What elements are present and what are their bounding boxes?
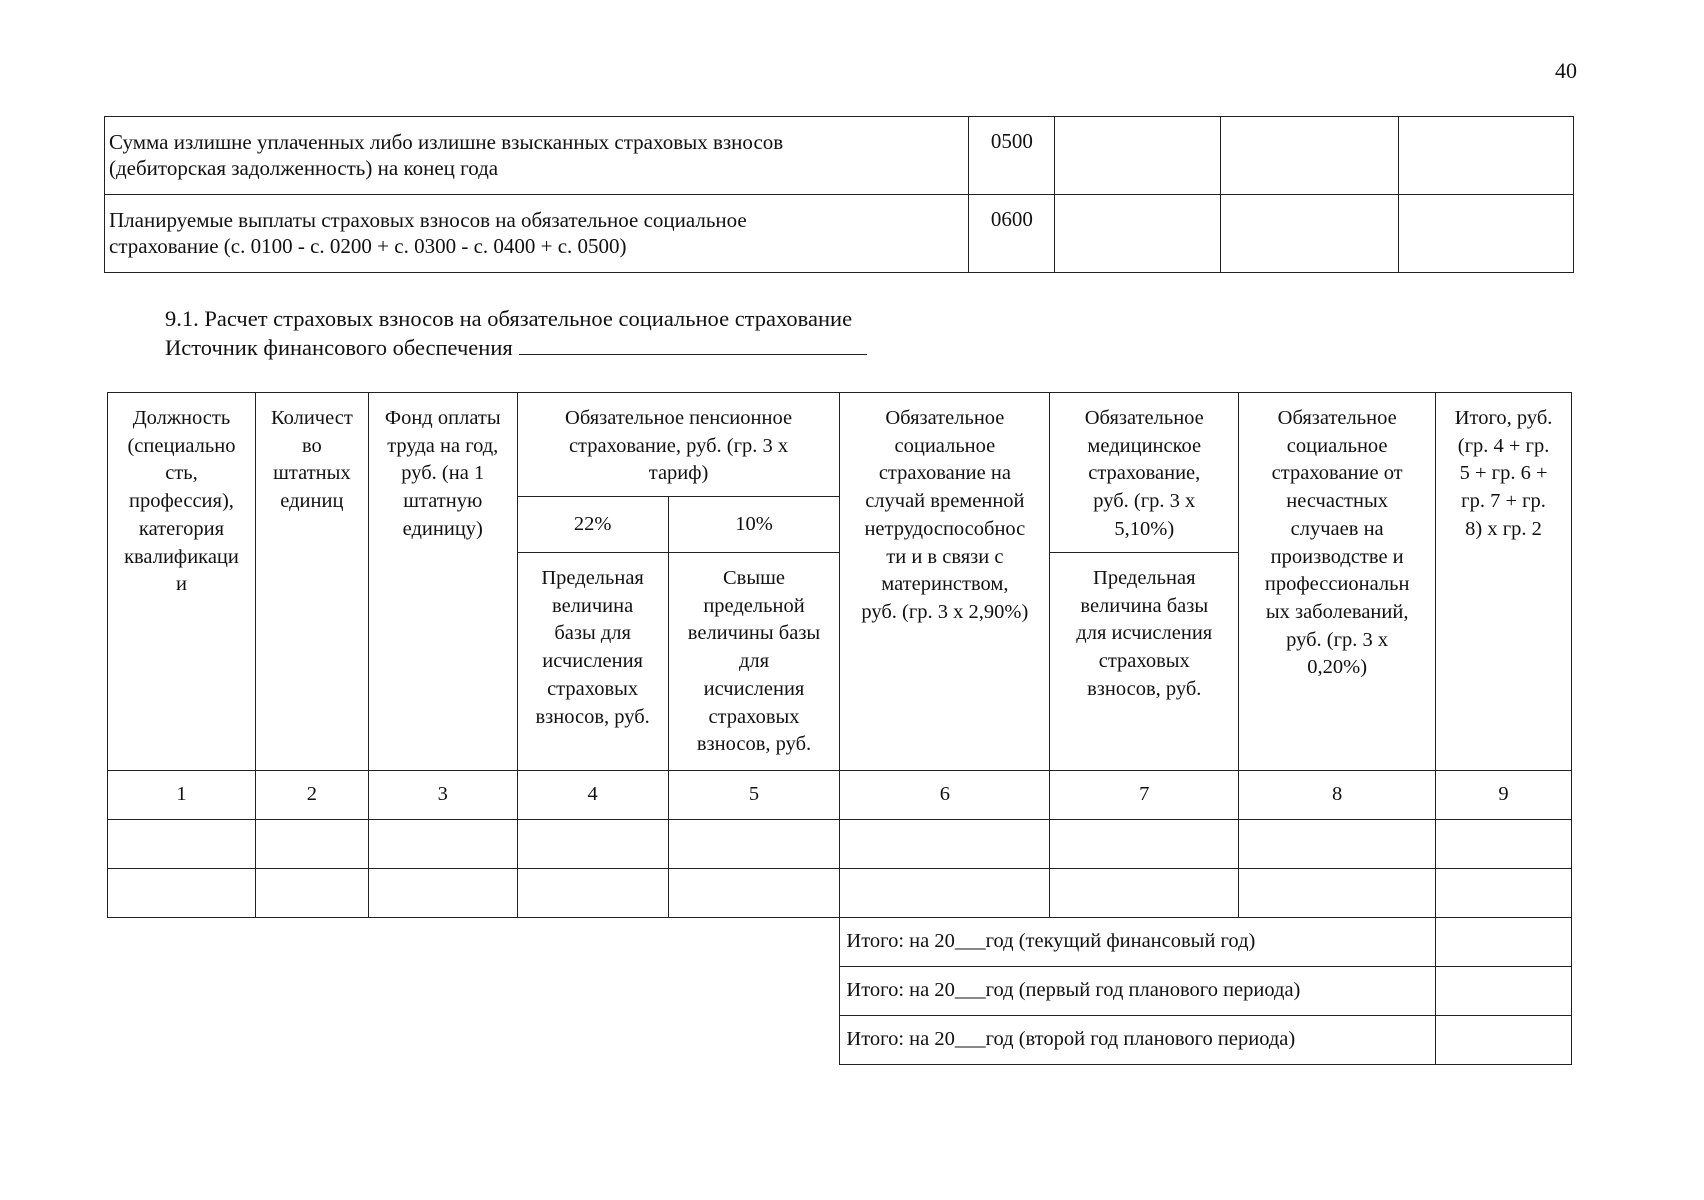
- header-staff-count: Количест во штатных единиц: [255, 393, 368, 771]
- header-rate-10: 10%: [668, 497, 840, 553]
- empty-cell[interactable]: [1050, 820, 1239, 869]
- empty-cell[interactable]: [1050, 869, 1239, 918]
- header-medical: Обязательное медицинское страхование, руб. (гр. 3 х 5,10%): [1050, 393, 1239, 553]
- description-line: Сумма излишне уплаченных либо излишне взысканных страховых взносов: [109, 130, 784, 154]
- summary-table: [104, 116, 1574, 273]
- header-row: [108, 393, 1572, 497]
- total-row: [108, 918, 1572, 967]
- column-number: 8: [1239, 771, 1436, 820]
- row-description: [105, 117, 969, 195]
- empty-cell[interactable]: [1239, 820, 1436, 869]
- table-row: [108, 869, 1572, 918]
- section-title: 9.1. Расчет страховых взносов на обязательное социальное страхование: [165, 306, 853, 331]
- empty-cell[interactable]: [368, 820, 517, 869]
- spacer-cell: [108, 1016, 840, 1065]
- funding-source-line: [165, 333, 867, 362]
- empty-cell[interactable]: [517, 869, 668, 918]
- row-description: [105, 195, 969, 273]
- empty-cell[interactable]: [368, 869, 517, 918]
- description-line: Планируемые выплаты страховых взносов на обязательное социальное: [109, 208, 747, 232]
- empty-cell[interactable]: [255, 869, 368, 918]
- column-number-row: [108, 771, 1572, 820]
- empty-cell[interactable]: [1436, 869, 1572, 918]
- empty-cell[interactable]: [840, 820, 1050, 869]
- column-number: 3: [368, 771, 517, 820]
- header-accident: Обязательное социальное страхование от несчастных случаев на производстве и профессиональн ых заболеваний, руб. (гр. 3 х 0,20%): [1239, 393, 1436, 771]
- empty-cell[interactable]: [1055, 117, 1221, 195]
- spacer-cell: [108, 918, 840, 967]
- total-row: [108, 1016, 1572, 1065]
- row-code: 0600: [969, 195, 1055, 273]
- header-wage-fund: Фонд оплаты труда на год, руб. (на 1 штатную единицу): [368, 393, 517, 771]
- funding-source-blank[interactable]: [519, 334, 867, 355]
- page-number: 40: [1555, 58, 1577, 83]
- section-heading: [165, 304, 867, 362]
- funding-source-label: Источник финансового обеспечения: [165, 335, 513, 360]
- column-number: 9: [1436, 771, 1572, 820]
- column-number: 6: [840, 771, 1050, 820]
- empty-cell[interactable]: [255, 820, 368, 869]
- column-number: 1: [108, 771, 256, 820]
- insurance-calculation-table: [107, 392, 1572, 1065]
- header-above-limit: Свыше предельной величины базы для исчисления страховых взносов, руб.: [668, 553, 840, 771]
- total-value-cell[interactable]: [1436, 1016, 1572, 1065]
- description-line: страхование (с. 0100 - с. 0200 + с. 0300 - с. 0400 + с. 0500): [109, 234, 627, 258]
- total-value-cell[interactable]: [1436, 918, 1572, 967]
- header-pension: Обязательное пенсионное страхование, руб. (гр. 3 х тариф): [517, 393, 840, 497]
- header-limit-base: Предельная величина базы для исчисления страховых взносов, руб.: [517, 553, 668, 771]
- empty-cell[interactable]: [108, 820, 256, 869]
- empty-cell[interactable]: [1055, 195, 1221, 273]
- empty-cell[interactable]: [1436, 820, 1572, 869]
- empty-cell[interactable]: [668, 869, 840, 918]
- header-medical-limit: Предельная величина базы для исчисления страховых взносов, руб.: [1050, 553, 1239, 771]
- row-code: 0500: [969, 117, 1055, 195]
- header-position: Должность (специально сть, профессия), категория квалификаци и: [108, 393, 256, 771]
- table-row: [108, 820, 1572, 869]
- empty-cell[interactable]: [1399, 117, 1574, 195]
- empty-cell[interactable]: [668, 820, 840, 869]
- empty-cell[interactable]: [517, 820, 668, 869]
- total-label: Итого: на 20___год (второй год планового периода): [840, 1016, 1436, 1065]
- header-social-temporary: Обязательное социальное страхование на случай временной нетрудоспособнос ти и в связи с материнством, руб. (гр. 3 х 2,90%): [840, 393, 1050, 771]
- spacer-cell: [108, 967, 840, 1016]
- empty-cell[interactable]: [1221, 117, 1399, 195]
- table-row: [105, 117, 1574, 195]
- column-number: 4: [517, 771, 668, 820]
- header-rate-22: 22%: [517, 497, 668, 553]
- total-value-cell[interactable]: [1436, 967, 1572, 1016]
- total-label: Итого: на 20___год (первый год планового периода): [840, 967, 1436, 1016]
- column-number: 5: [668, 771, 840, 820]
- empty-cell[interactable]: [1221, 195, 1399, 273]
- empty-cell[interactable]: [840, 869, 1050, 918]
- column-number: 7: [1050, 771, 1239, 820]
- header-total: Итого, руб. (гр. 4 + гр. 5 + гр. 6 + гр. 7 + гр. 8) х гр. 2: [1436, 393, 1572, 771]
- description-line: (дебиторская задолженность) на конец года: [109, 156, 499, 180]
- table-row: [105, 195, 1574, 273]
- total-row: [108, 967, 1572, 1016]
- column-number: 2: [255, 771, 368, 820]
- empty-cell[interactable]: [108, 869, 256, 918]
- total-label: Итого: на 20___год (текущий финансовый год): [840, 918, 1436, 967]
- empty-cell[interactable]: [1399, 195, 1574, 273]
- empty-cell[interactable]: [1239, 869, 1436, 918]
